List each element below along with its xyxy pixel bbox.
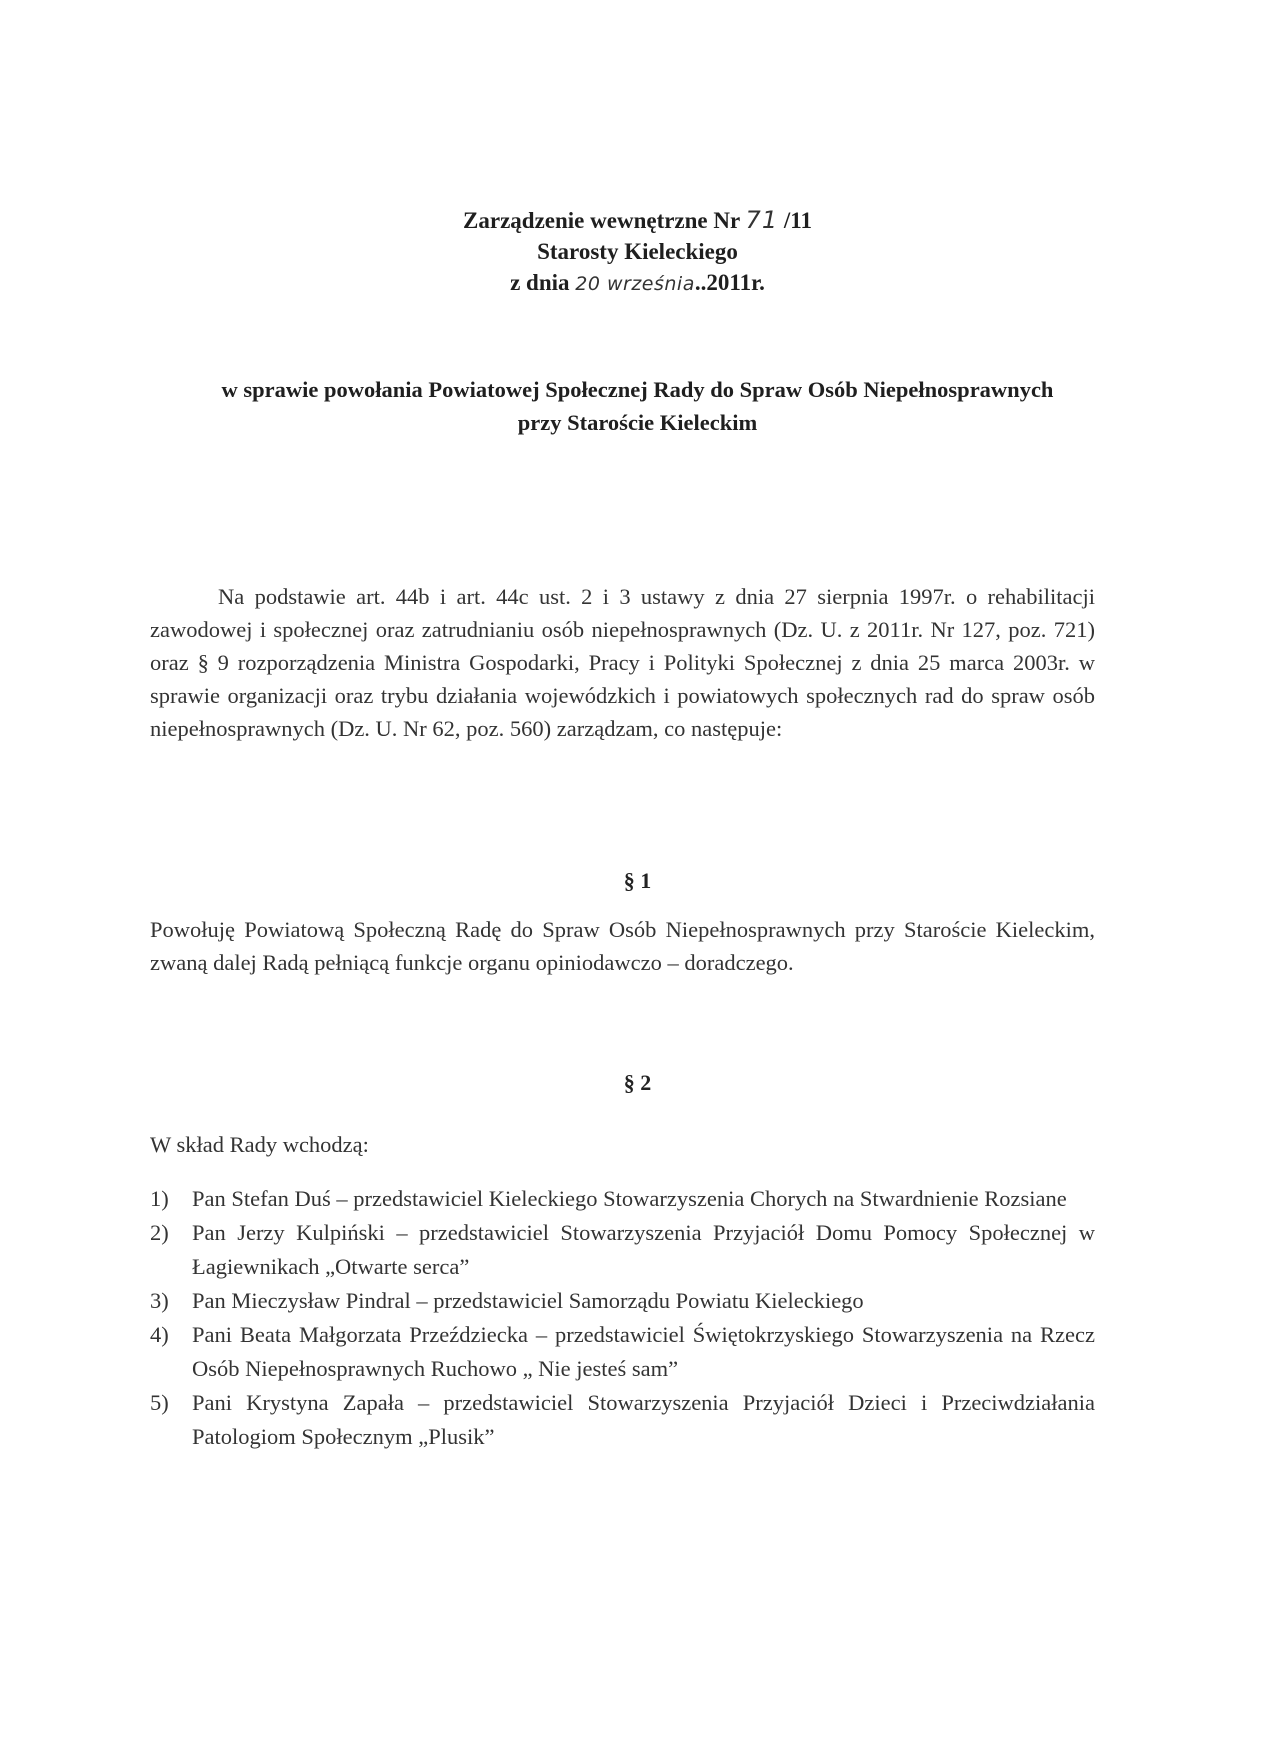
list-item-text: Pani Krystyna Zapała – przedstawiciel Stowarzyszenia Przyjaciół Dzieci i Przeciwdziałania Patologiom Społecznym „Plusik” [192, 1390, 1095, 1449]
section-2-sign: § 2 [623, 1070, 652, 1095]
date-line [0, 267, 1275, 300]
order-number-suffix: /11 [783, 208, 812, 233]
list-item [150, 1386, 1095, 1454]
section-1-text: Powołuję Powiatową Społeczną Radę do Spraw Osób Niepełnosprawnych przy Staroście Kieleckim, zwaną dalej Radą pełniącą funkcje organu opiniodawczo – doradczego. [150, 917, 1095, 975]
list-item-text: Pan Mieczysław Pindral – przedstawiciel Samorządu Powiatu Kieleckiego [192, 1288, 864, 1313]
list-item [150, 1216, 1095, 1284]
date-handwritten: 20 września [575, 273, 695, 295]
subject-line-1: w sprawie powołania Powiatowej Społecznej Rady do Spraw Osób Niepełnosprawnych [221, 377, 1054, 402]
list-item-number: 4) [150, 1322, 169, 1347]
document-subject [0, 373, 1275, 439]
list-item [150, 1318, 1095, 1386]
list-item-text: Pani Beata Małgorzata Przeździecka – przedstawiciel Świętokrzyskiego Stowarzyszenia na Rzecz Osób Niepełnosprawnych Ruchowo „ Nie jesteś sam” [192, 1322, 1095, 1381]
members-list [150, 1182, 1095, 1454]
section-2-intro: W skład Rady wchodzą: [150, 1132, 369, 1157]
date-year: 2011r. [706, 270, 765, 295]
date-dots: .. [694, 270, 707, 295]
list-item-text: Pan Jerzy Kulpiński – przedstawiciel Stowarzyszenia Przyjaciół Domu Pomocy Społecznej w Łagiewnikach „Otwarte serca” [192, 1220, 1095, 1279]
order-number-handwritten: 71 [745, 206, 779, 234]
list-item [150, 1284, 1095, 1318]
list-item-number: 1) [150, 1186, 169, 1211]
list-item-number: 3) [150, 1288, 169, 1313]
section-1-sign: § 1 [623, 868, 652, 893]
date-prefix: z dnia [510, 270, 570, 295]
order-title-line [0, 205, 1275, 236]
order-title-prefix: Zarządzenie wewnętrzne Nr [463, 208, 740, 233]
list-item-text: Pan Stefan Duś – przedstawiciel Kieleckiego Stowarzyszenia Chorych na Stwardnienie Rozsiane [192, 1186, 1067, 1211]
list-item [150, 1182, 1095, 1216]
list-item-number: 5) [150, 1390, 169, 1415]
list-item-number: 2) [150, 1220, 169, 1245]
subject-line-2: przy Staroście Kieleckim [517, 410, 758, 435]
document-header [0, 205, 1275, 300]
issuer-line: Starosty Kieleckiego [537, 239, 738, 264]
legal-basis-paragraph: Na podstawie art. 44b i art. 44c ust. 2 i 3 ustawy z dnia 27 sierpnia 1997r. o rehabilitacji zawodowej i społecznej oraz zatrudnianiu osób niepełnosprawnych (Dz. U. z 2011r. Nr 127, poz. 721) oraz § 9 rozporządzenia Ministra Gospodarki, Pracy i Polityki Społecznej z dnia 25 marca 2003r. w sprawie organizacji oraz trybu działania wojewódzkich i powiatowych społecznych rad do spraw osób niepełnosprawnych (Dz. U. Nr 62, poz. 560) zarządzam, co następuje: [150, 584, 1095, 741]
